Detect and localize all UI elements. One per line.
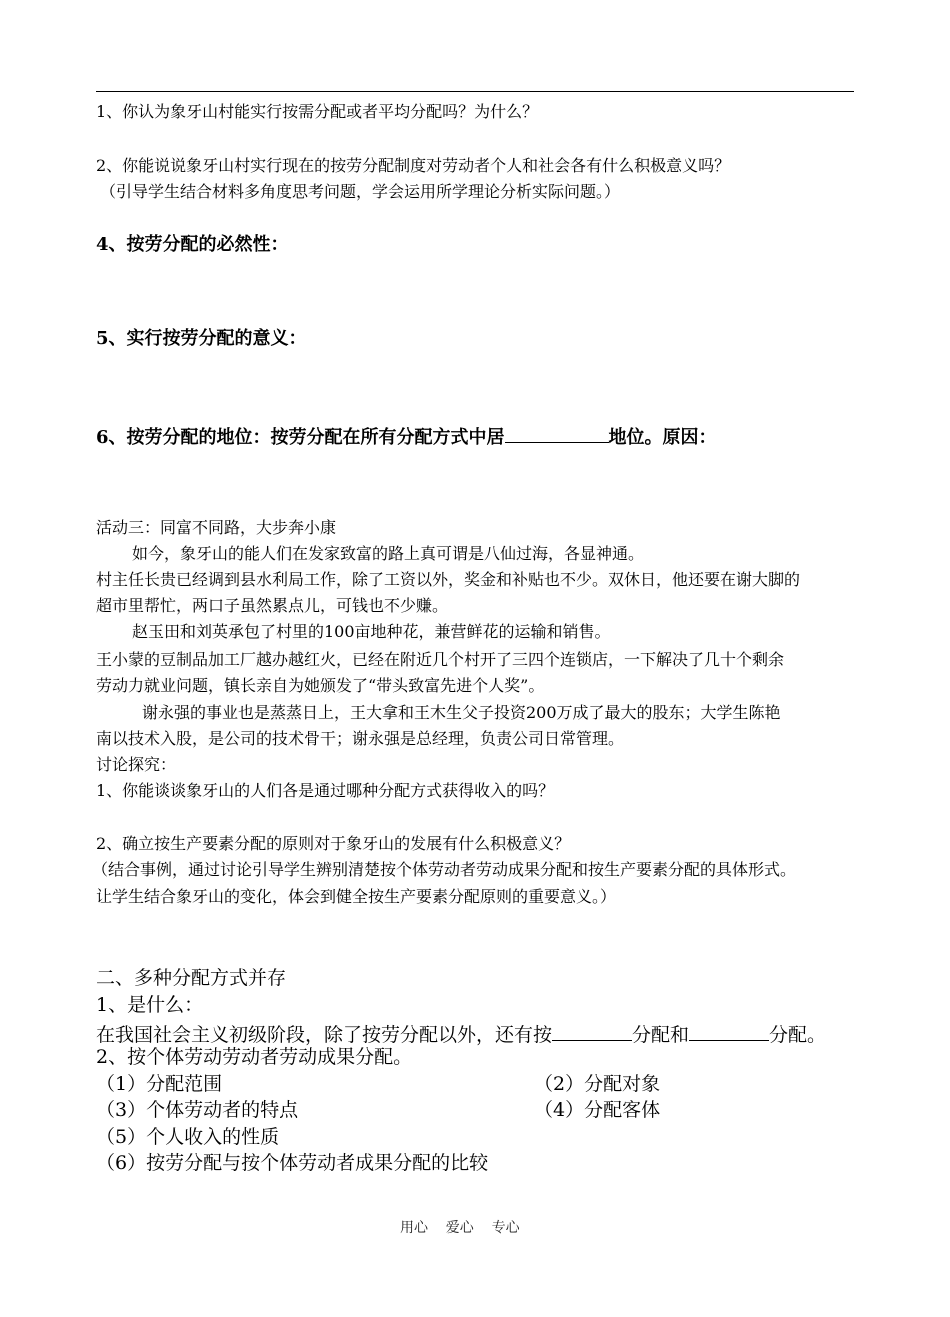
activity-3-paragraph: 如今，象牙山的能人们在发家致富的路上真可谓是八仙过海，各显神通。 (132, 544, 645, 563)
page-footer: 用心 爱心 专心 (400, 1220, 520, 1236)
sub-item: （5）个人收入的性质 (96, 1126, 280, 1148)
heading-4: 4、按劳分配的必然性： (96, 234, 289, 255)
question-2: 2、你能说说象牙山村实行现在的按劳分配制度对劳动者个人和社会各有什么积极意义吗？ (96, 156, 731, 175)
sentence-part: 分配和 (632, 1024, 690, 1046)
activity-3-paragraph: 王小蒙的豆制品加工厂越办越红火，已经在附近几个村开了三四个连锁店，一下解决了几十个剩余 (96, 650, 785, 669)
discussion-title: 讨论探究： (96, 755, 177, 774)
section-2-item-2: 2、按个体劳动劳动者劳动成果分配。 (96, 1046, 413, 1068)
discussion-note: 让学生结合象牙山的变化，体会到健全按生产要素分配原则的重要意义。） (96, 887, 617, 906)
question-2-note: （引导学生结合材料多角度思考问题，学会运用所学理论分析实际问题。） (100, 182, 621, 201)
question-1: 1、你认为象牙山村能实行按需分配或者平均分配吗？为什么？ (96, 102, 539, 121)
discussion-note: （结合事例，通过讨论引导学生辨别清楚按个体劳动者劳动成果分配和按生产要素分配的具体形式。 (92, 860, 797, 879)
fill-blank (505, 424, 609, 443)
activity-3-title: 活动三：同富不同路，大步奔小康 (96, 518, 337, 537)
activity-3-paragraph: 南以技术入股，是公司的技术骨干；谢永强是总经理，负责公司日常管理。 (96, 729, 625, 748)
sub-item: （1）分配范围 (96, 1073, 223, 1095)
activity-3-paragraph: 谢永强的事业也是蒸蒸日上，王大拿和王木生父子投资200万成了最大的股东；大学生陈艳 (142, 703, 781, 722)
heading-6 (96, 424, 717, 447)
section-2-title: 二、多种分配方式并存 (96, 967, 287, 989)
activity-3-paragraph: 超市里帮忙，两口子虽然累点儿，可钱也不少赚。 (96, 596, 449, 615)
sub-item: （4）分配客体 (534, 1099, 661, 1121)
heading-5: 5、实行按劳分配的意义： (96, 328, 307, 349)
discussion-question-2: 2、确立按生产要素分配的原则对于象牙山的发展有什么积极意义？ (96, 834, 571, 853)
sub-item: （6）按劳分配与按个体劳动者成果分配的比较 (96, 1152, 489, 1174)
header-rule (96, 91, 854, 92)
fill-blank (689, 1022, 769, 1041)
section-2-item-1: 1、是什么： (96, 994, 204, 1016)
activity-3-paragraph: 赵玉田和刘英承包了村里的100亩地种花，兼营鲜花的运输和销售。 (132, 622, 611, 641)
section-2-sentence (96, 1022, 826, 1045)
fill-blank (552, 1022, 632, 1041)
heading-6-pre: 6、按劳分配的地位：按劳分配在所有分配方式中居 (96, 427, 505, 448)
sentence-part: 在我国社会主义初级阶段，除了按劳分配以外，还有按 (96, 1024, 553, 1046)
sentence-part: 分配。 (769, 1024, 827, 1046)
activity-3-paragraph: 村主任长贵已经调到县水利局工作，除了工资以外，奖金和补贴也不少。双休日，他还要在谢大脚的 (96, 570, 801, 589)
sub-item: （2）分配对象 (534, 1073, 661, 1095)
discussion-question-1: 1、你能谈谈象牙山的人们各是通过哪种分配方式获得收入的吗？ (96, 781, 555, 800)
heading-6-post: 地位。原因： (608, 427, 717, 448)
activity-3-paragraph: 劳动力就业问题，镇长亲自为她颁发了“带头致富先进个人奖”。 (96, 676, 545, 695)
sub-item: （3）个体劳动者的特点 (96, 1099, 299, 1121)
